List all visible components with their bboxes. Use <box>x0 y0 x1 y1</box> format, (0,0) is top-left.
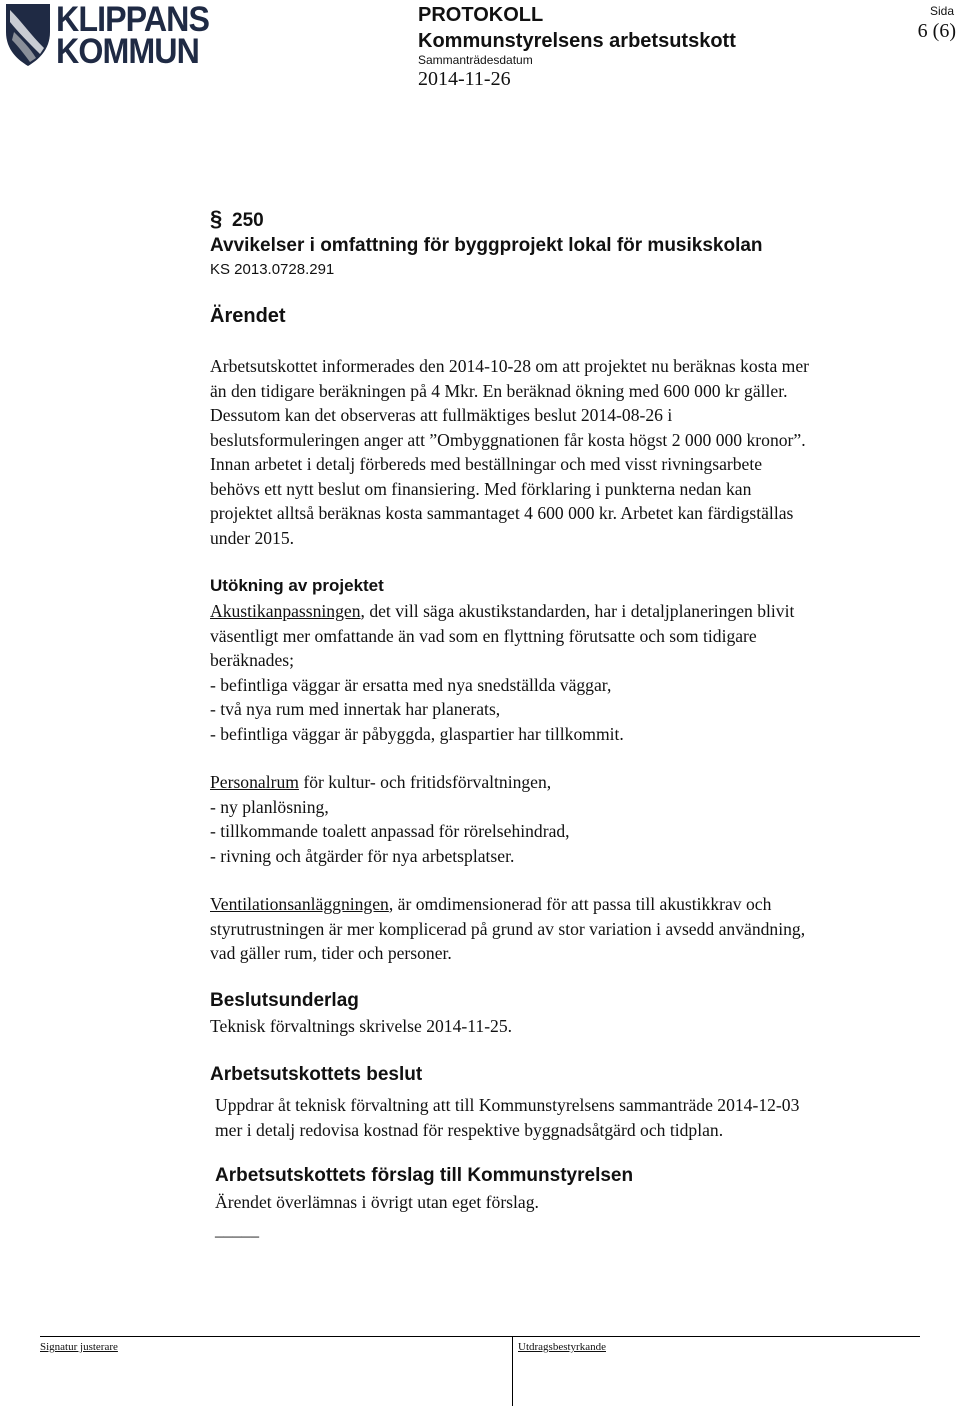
text-line: - två nya rum med innertak har planerats, <box>210 699 501 719</box>
forslag-heading: Arbetsutskottets förslag till Kommunstyrelsen <box>215 1165 634 1186</box>
personal-term: Personalrum <box>210 772 299 792</box>
text-line: behövs ett nytt beslut om finansiering. Med förklaring i punkterna nedan kan <box>210 478 752 499</box>
text-line: styrutrustningen är mer komplicerad på grund av stor variation i avsedd användning, <box>210 918 806 939</box>
beslutsunderlag-text: Teknisk förvaltnings skrivelse 2014-11-25. <box>210 1016 513 1036</box>
meeting-date: 2014-11-26 <box>418 68 511 90</box>
meeting-date-label: Sammanträdesdatum <box>418 53 533 67</box>
footer-divider <box>512 1336 513 1406</box>
text-line: Arbetsutskottet informerades den 2014-10-28 om att projektet nu beräknas kosta mer <box>210 356 810 376</box>
text-line: - tillkommande toalett anpassad för rörelsehindrad, <box>210 821 570 841</box>
end-mark: _____ <box>215 1219 259 1239</box>
vent-term: Ventilationsanläggningen <box>210 894 389 914</box>
document-type: PROTOKOLL <box>418 4 544 26</box>
signature-field <box>40 1341 118 1353</box>
text-line: - rivning och åtgärder för nya arbetsplatser. <box>210 845 515 866</box>
footer-rule <box>40 1336 920 1337</box>
text-line: väsentligt mer omfattande än vad som en flyttning förutsatte och som tidigare <box>210 625 757 646</box>
text-line: - befintliga väggar är påbyggda, glaspartier har tillkommit. <box>210 723 624 744</box>
text-line <box>210 599 794 624</box>
text-line <box>210 770 570 795</box>
text-line: mer i detalj redovisa kostnad för respektive byggnadsåtgärd och tidplan. <box>215 1119 724 1140</box>
text-line: vad gäller rum, tider och personer. <box>210 943 452 963</box>
logo-line-2: KOMMUN <box>56 32 199 71</box>
arendet-paragraph <box>210 354 809 550</box>
text-line: än den tidigare beräkningen på 4 Mkr. En beräknad ökning med 600 000 kr gäller. <box>210 380 788 401</box>
akustik-term: Akustikanpassningen <box>210 601 361 621</box>
extract-field <box>518 1341 606 1353</box>
text-line: - ny planlösning, <box>210 796 329 817</box>
text-line: - befintliga väggar är ersatta med nya snedställda väggar, <box>210 674 612 695</box>
text-line: Uppdrar åt teknisk förvaltning att till Kommunstyrelsens sammanträde 2014-12-03 <box>215 1095 800 1115</box>
text-line: Dessutom kan det observeras att fullmäktiges beslut 2014-08-26 i <box>210 405 673 425</box>
beslut-paragraph <box>215 1093 799 1142</box>
beslut-heading: Arbetsutskottets beslut <box>210 1064 423 1085</box>
text-line: beräknades; <box>210 650 295 670</box>
akustik-line-rest: , det vill säga akustikstandarden, har i detaljplaneringen blivit <box>360 601 795 621</box>
text-line <box>210 892 805 917</box>
coat-of-arms-icon <box>4 2 52 68</box>
text-line: Innan arbetet i detalj förbereds med beställningar och med visst rivningsarbete <box>210 454 763 474</box>
text-line: beslutsformuleringen anger att ”Ombyggnationen får kosta högst 2 000 000 kronor”. <box>210 429 806 450</box>
case-number: KS 2013.0728.291 <box>210 261 335 278</box>
text-line: projektet alltså beräknas kosta sammantaget 4 600 000 kr. Arbetet kan färdigställas <box>210 503 794 523</box>
forslag-text: Ärendet överlämnas i övrigt utan eget förslag. <box>215 1192 539 1212</box>
akustik-paragraph <box>210 599 794 746</box>
section-number: 250 <box>232 210 264 231</box>
beslutsunderlag-heading: Beslutsunderlag <box>210 990 359 1011</box>
vent-paragraph <box>210 892 805 966</box>
klippans-kommun-logo <box>4 0 220 71</box>
personal-line-rest: för kultur- och fritidsförvaltningen, <box>298 772 552 792</box>
text-line: under 2015. <box>210 527 295 548</box>
committee-name: Kommunstyrelsens arbetsutskott <box>418 30 736 52</box>
page-label: Sida <box>929 4 954 18</box>
arendet-heading: Ärendet <box>210 305 286 327</box>
section-title: Avvikelser i omfattning för byggprojekt lokal för musikskolan <box>210 235 763 256</box>
logo-line-1: KLIPPANS <box>56 0 210 39</box>
utokning-heading: Utökning av projektet <box>210 576 384 595</box>
signature-label: Signatur justerare <box>40 1341 118 1353</box>
vent-line-rest: , är omdimensionerad för att passa till akustikkrav och <box>388 894 772 914</box>
extract-label: Utdragsbestyrkande <box>518 1341 606 1353</box>
section-symbol: § <box>210 206 223 231</box>
personal-paragraph <box>210 770 570 868</box>
page-number: 6 (6) <box>917 20 956 42</box>
